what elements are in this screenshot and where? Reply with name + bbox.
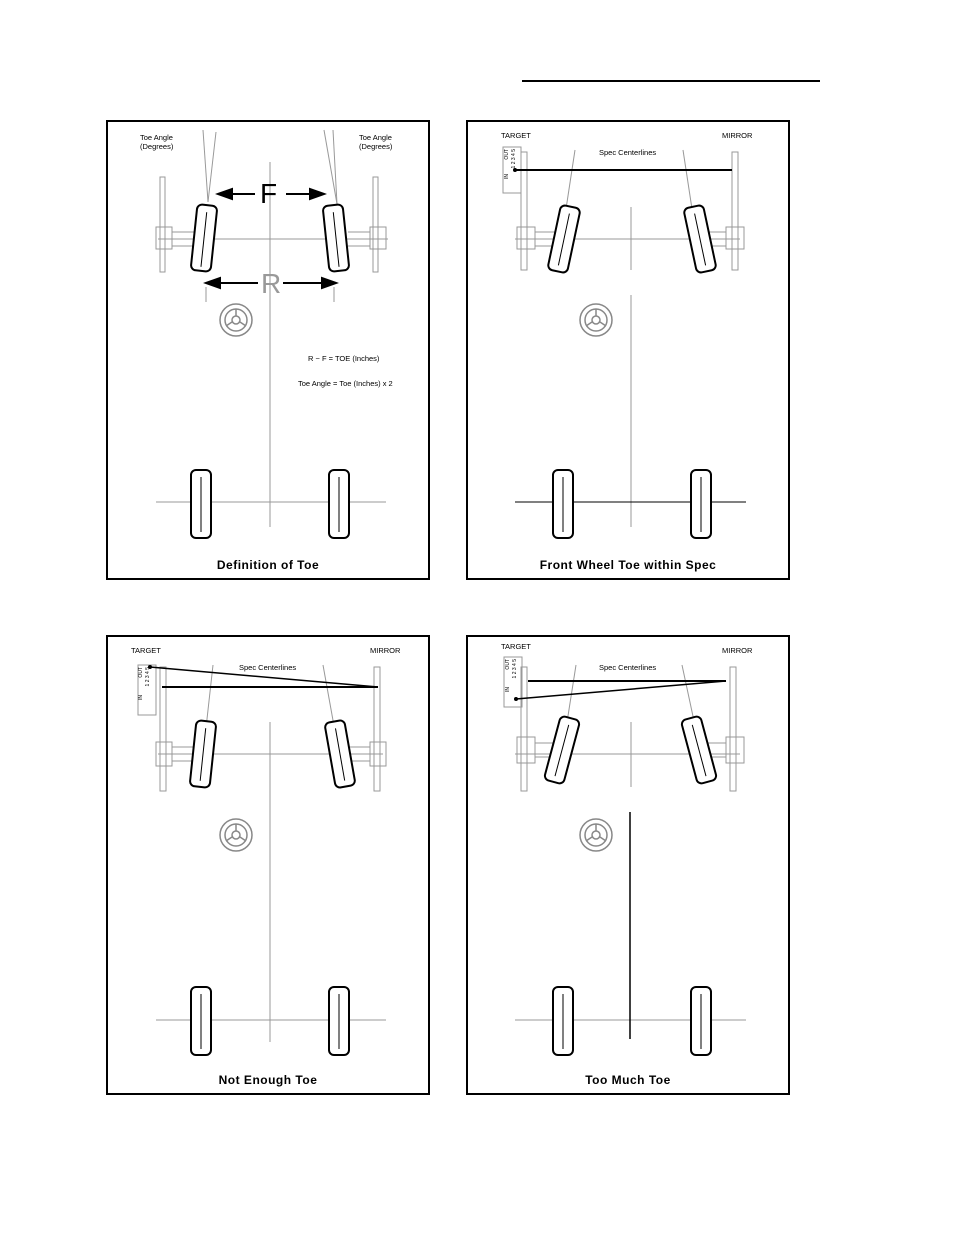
steering-wheel-icon bbox=[220, 304, 252, 336]
mirror-bar bbox=[730, 667, 736, 791]
mirror-label: MIRROR bbox=[370, 646, 401, 655]
panel-caption: Too Much Toe bbox=[585, 1073, 671, 1087]
gauge-in-label: IN bbox=[504, 174, 510, 179]
gauge-scale-label: 1 2 3 4 5 bbox=[145, 667, 151, 687]
panel-definition-of-toe bbox=[106, 120, 430, 580]
mirror-bar bbox=[374, 667, 380, 791]
panel-caption: Not Enough Toe bbox=[218, 1073, 318, 1087]
toe-angle-label-right: Toe Angle (Degrees) bbox=[359, 133, 393, 151]
gauge-scale-label: 1 2 3 4 5 bbox=[511, 149, 517, 169]
mirror-bar bbox=[732, 152, 738, 270]
panel-caption: Definition of Toe bbox=[216, 558, 320, 572]
steering-wheel-icon bbox=[580, 304, 612, 336]
panel-too-much-toe bbox=[466, 635, 790, 1095]
target-label: TARGET bbox=[131, 646, 161, 655]
left-toe-ref-a bbox=[203, 130, 208, 202]
panel-toe-within-spec bbox=[466, 120, 790, 580]
gauge-out-label: OUT bbox=[138, 667, 144, 678]
left-toe-ref-b bbox=[208, 132, 216, 202]
front-distance-label: F bbox=[260, 178, 278, 209]
gauge-scale-label: 1 2 3 4 5 bbox=[512, 659, 518, 679]
mirror-label: MIRROR bbox=[722, 646, 753, 655]
right-gauge-bar bbox=[373, 177, 378, 272]
not-enough-toe-drawing bbox=[108, 637, 432, 1097]
steering-wheel-icon bbox=[220, 819, 252, 851]
panel-not-enough-toe bbox=[106, 635, 430, 1095]
spec-centerlines-label: Spec Centerlines bbox=[599, 148, 657, 157]
steering-wheel-icon bbox=[580, 819, 612, 851]
laser-beam-out bbox=[516, 681, 726, 699]
mirror-label: MIRROR bbox=[722, 131, 753, 140]
toe-within-spec-drawing bbox=[468, 122, 792, 582]
gauge-in-label: IN bbox=[505, 687, 511, 692]
toe-formula-1: R − F = TOE (Inches) bbox=[308, 354, 380, 363]
spec-centerlines-label: Spec Centerlines bbox=[239, 663, 297, 672]
gauge-in-label: IN bbox=[138, 695, 144, 700]
toe-formula-2: Toe Angle = Toe (Inches) x 2 bbox=[298, 379, 393, 388]
toe-angle-label-left: Toe Angle (Degrees) bbox=[140, 133, 174, 151]
target-bar bbox=[160, 667, 166, 791]
gauge-out-label: OUT bbox=[505, 659, 511, 670]
left-hub bbox=[156, 227, 172, 249]
rear-distance-label: R bbox=[261, 268, 282, 299]
target-label: TARGET bbox=[501, 642, 531, 651]
panel-caption: Front Wheel Toe within Spec bbox=[539, 558, 717, 572]
gauge-out-label: OUT bbox=[504, 149, 510, 160]
header-rule bbox=[522, 80, 820, 82]
spec-centerlines-label: Spec Centerlines bbox=[599, 663, 657, 672]
too-much-toe-drawing bbox=[468, 637, 792, 1097]
target-label: TARGET bbox=[501, 131, 531, 140]
left-gauge-bar bbox=[160, 177, 165, 272]
